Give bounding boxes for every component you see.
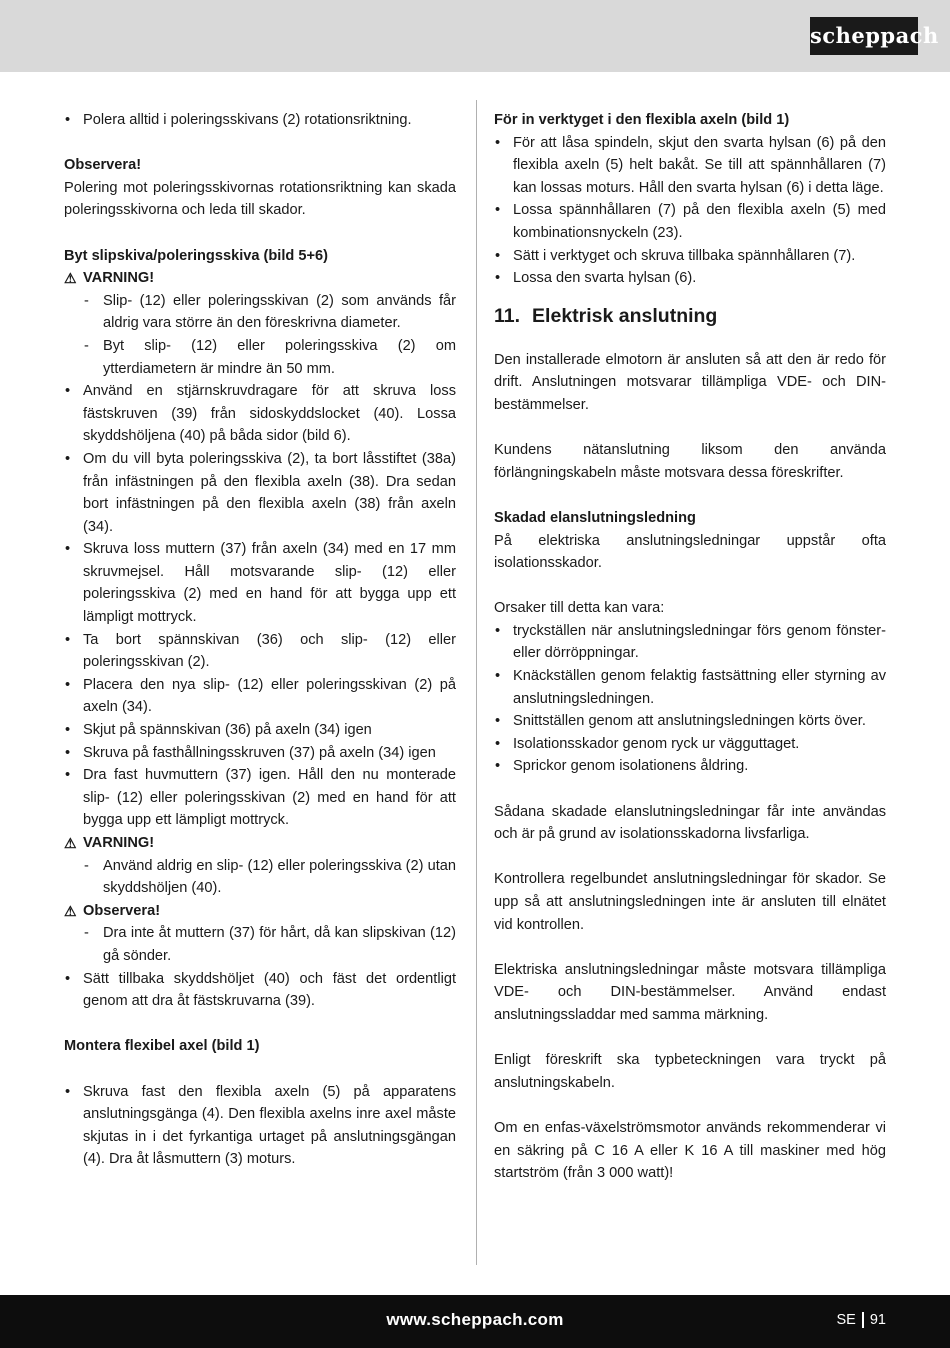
list-item: • Snittställen genom att anslutningsledningen körts över.	[494, 710, 886, 733]
section-number: 11.	[494, 304, 521, 327]
list-item: • Dra fast huvmuttern (37) igen. Håll den nu monterade slip- (12) eller poleringsskivan (2) med en hand för att bygga upp ett lämpligt mottryck.	[64, 764, 456, 832]
list-item: • Om du vill byta poleringsskiva (2), ta bort låsstiftet (38a) från infästningen på den flexibla axeln (38). Dra sedan bort infästningen på den flexibla axeln (38) från axeln (34).	[64, 448, 456, 538]
section-subheading: Byt slipskiva/poleringsskiva (bild 5+6)	[64, 247, 329, 264]
paragraph: På elektriska anslutningsledningar uppstår ofta isolationsskador.	[494, 532, 886, 572]
language-code: SE	[836, 1312, 856, 1328]
list-item: • För att låsa spindeln, skjut den svarta hylsan (6) på den flexibla axeln (5) helt bakåt. Se till att spännhållaren (7) kan lossas moturs. Håll den svarta hylsan (6) i detta läge.	[494, 132, 886, 200]
left-column	[64, 109, 456, 1171]
list-item: • Sätt i verktyget och skruva tillbaka spännhållaren (7).	[494, 245, 886, 268]
list-item: • tryckställen när anslutningsledningar förs genom fönster- eller dörröppningar.	[494, 620, 886, 665]
list-item: • Skruva loss muttern (37) från axeln (34) med en 17 mm skruvmejsel. Håll motsvarande slip- (12) eller poleringsskiva (2) med en hand för att bygga upp ett lämpligt mottryck.	[64, 538, 456, 628]
warning-triangle-icon: ⚠	[64, 835, 77, 852]
list-item: • Polera alltid i poleringsskivans (2) rotationsriktning.	[64, 109, 456, 132]
list-item: • Skjut på spännskivan (36) på axeln (34) igen	[64, 719, 456, 742]
right-column	[494, 109, 886, 1185]
warning-triangle-icon: ⚠	[64, 903, 77, 920]
paragraph: Om en enfas-växelströmsmotor används rekommenderar vi en säkring på C 16 A eller K 16 A till maskiner med hög startström (från 3 000 watt)!	[494, 1119, 886, 1182]
caution-label: ⚠ Observera!	[64, 902, 161, 920]
scheppach-logo: scheppach	[810, 17, 918, 55]
warning-label: ⚠ VARNING!	[64, 270, 155, 287]
list-item: • Lossa spännhållaren (7) på den flexibla axeln (5) med kombinationsnyckeln (23).	[494, 199, 886, 244]
list-item: • Ta bort spännskivan (36) och slip- (12) eller poleringsskivan (2).	[64, 629, 456, 674]
list-item: • Knäckställen genom felaktig fastsättning eller styrning av anslutningsledningen.	[494, 665, 886, 710]
website-link[interactable]: www.scheppach.com	[386, 1310, 564, 1329]
paragraph: Kundens nätanslutning liksom den använda förlängningskabeln måste motsvara dessa föreskrifter.	[494, 442, 886, 481]
list-item: • Sätt tillbaka skyddshöljet (40) och fäst det ordentligt genom att dra åt fästskruvarna (39).	[64, 968, 456, 1013]
dash-item: - Dra inte åt muttern (37) för hårt, då kan slipskivan (12) gå sönder.	[64, 922, 456, 967]
paragraph: Enligt föreskrift ska typbeteckningen vara tryckt på anslutningskabeln.	[494, 1052, 886, 1091]
note-heading: Observera!	[64, 157, 142, 174]
warning-label: ⚠ VARNING!	[64, 835, 155, 852]
separator	[862, 1312, 864, 1328]
dash-item: - Slip- (12) eller poleringsskivan (2) som används får aldrig vara större än den föreskrivna diameter.	[64, 290, 456, 335]
paragraph: Elektriska anslutningsledningar måste motsvara tillämpliga VDE- och DIN-bestämmelser. Använd endast anslutningssladdar med samma märkning.	[494, 961, 886, 1023]
paragraph: Den installerade elmotorn är ansluten så att den är redo för drift. Anslutningen motsvarar tillämpliga VDE- och DIN-bestämmelser.	[494, 351, 886, 413]
section-title	[494, 303, 886, 329]
page-number	[837, 1308, 886, 1332]
page-number-value: 91	[869, 1312, 886, 1328]
list-item: • Skruva fast den flexibla axeln (5) på apparatens anslutningsgänga (4). Den flexibla axelns inre axel måste skjutas in i det fyrkantiga urtaget på anslutningsgängan (4). Dra åt låsmuttern (3) moturs.	[64, 1081, 456, 1171]
page-footer	[0, 1295, 950, 1348]
paragraph: Polering mot poleringsskivornas rotationsriktning kan skada poleringsskivorna och leda till skador.	[64, 179, 456, 219]
paragraph: Sådana skadade elanslutningsledningar får inte användas och är på grund av isolationsskadorna livsfarliga.	[494, 803, 886, 843]
section-title-text: Elektrisk anslutning	[532, 304, 718, 327]
section-subheading: Montera flexibel axel (bild 1)	[64, 1038, 260, 1055]
list-item: • Använd en stjärnskruvdragare för att skruva loss fästskruven (39) från sidoskyddslocket (40). Lossa skyddshöljena (40) på båda sidor (bild 6).	[64, 380, 456, 448]
list-item: • Lossa den svarta hylsan (6).	[494, 267, 886, 290]
list-item: • Skruva på fasthållningsskruven (37) på axeln (34) igen	[64, 742, 456, 765]
column-divider	[476, 100, 477, 1265]
list-item: • Placera den nya slip- (12) eller poleringsskivan (2) på axeln (34).	[64, 674, 456, 719]
list-item: • Sprickor genom isolationens åldring.	[494, 755, 886, 778]
list-item: • Isolationsskador genom ryck ur vägguttaget.	[494, 733, 886, 756]
dash-item: - Byt slip- (12) eller poleringsskiva (2) om ytterdiametern är mindre än 50 mm.	[64, 335, 456, 380]
section-subheading: Skadad elanslutningsledning	[494, 509, 696, 526]
paragraph: Orsaker till detta kan vara:	[494, 600, 665, 617]
section-subheading: För in verktyget i den flexibla axeln (bild 1)	[494, 112, 790, 128]
page-header	[0, 0, 950, 72]
warning-triangle-icon: ⚠	[64, 270, 77, 287]
paragraph: Kontrollera regelbundet anslutningsledningar för skador. Se upp så att anslutningsledningen inte är ansluten till elnätet vid kontrollen.	[494, 871, 886, 933]
dash-item: - Använd aldrig en slip- (12) eller poleringsskiva (2) utan skyddshöljen (40).	[64, 855, 456, 900]
